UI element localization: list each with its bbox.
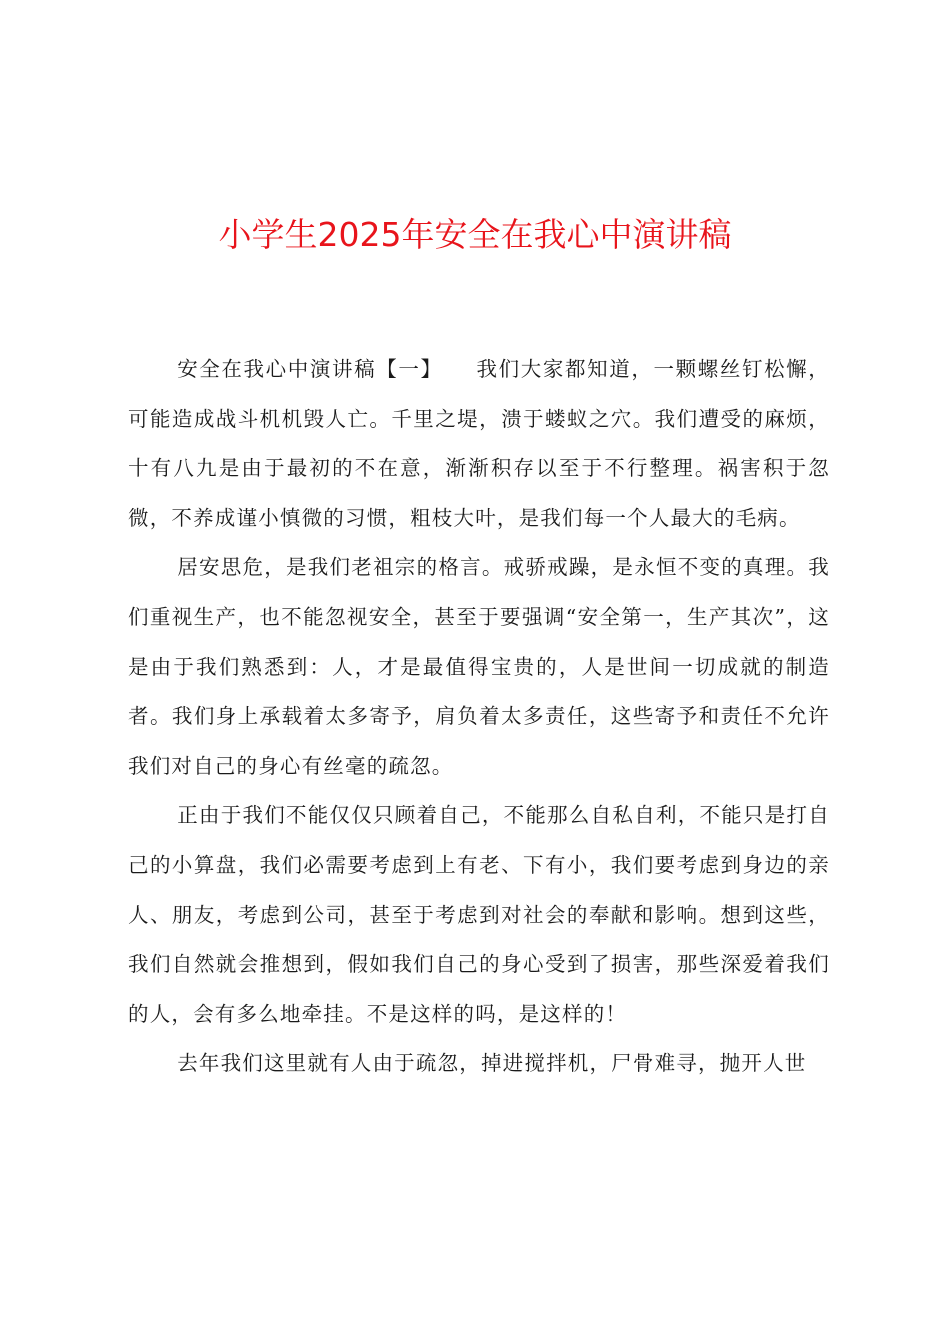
paragraph-4: 去年我们这里就有人由于疏忽，掉进搅拌机，尸骨难寻，抛开人世 [177, 1051, 807, 1076]
paragraph-2: 居安思危，是我们老祖宗的格言。戒骄戒躁，是永恒不变的真理。我们重视生产，也不能忽视安全，甚至于要强调“安全第一，生产其次”，这是由于我们熟悉到：人，才是最值得宝贵的，人是世间一切成就的制造者。我们身上承载着太多寄予，肩负着太多责任，这些寄予和责任不允许我们对自己的身心有丝毫的疏忽。 [128, 555, 830, 778]
paragraph-3: 正由于我们不能仅仅只顾着自己，不能那么自私自利，不能只是打自己的小算盘，我们必需要考虑到上有老、下有小，我们要考虑到身边的亲人、朋友，考虑到公司，甚至于考虑到对社会的奉献和影响。想到这些，我们自然就会推想到，假如我们自己的身心受到了损害，那些深爱着我们的人，会有多么地牵挂。不是这样的吗，是这样的！ [128, 803, 830, 1026]
document-body [128, 345, 830, 1089]
document-title: 小学生2025年安全在我心中演讲稿 [218, 215, 732, 254]
paragraph-1: 安全在我心中演讲稿【一】 我们大家都知道，一颗螺丝钉松懈，可能造成战斗机机毁人亡。千里之堤，溃于蝼蚁之穴。我们遭受的麻烦，十有八九是由于最初的不在意，渐渐积存以至于不行整理。祸害积于忽微，不养成谨小慎微的习惯，粗枝大叶，是我们每一个人最大的毛病。 [128, 357, 830, 530]
